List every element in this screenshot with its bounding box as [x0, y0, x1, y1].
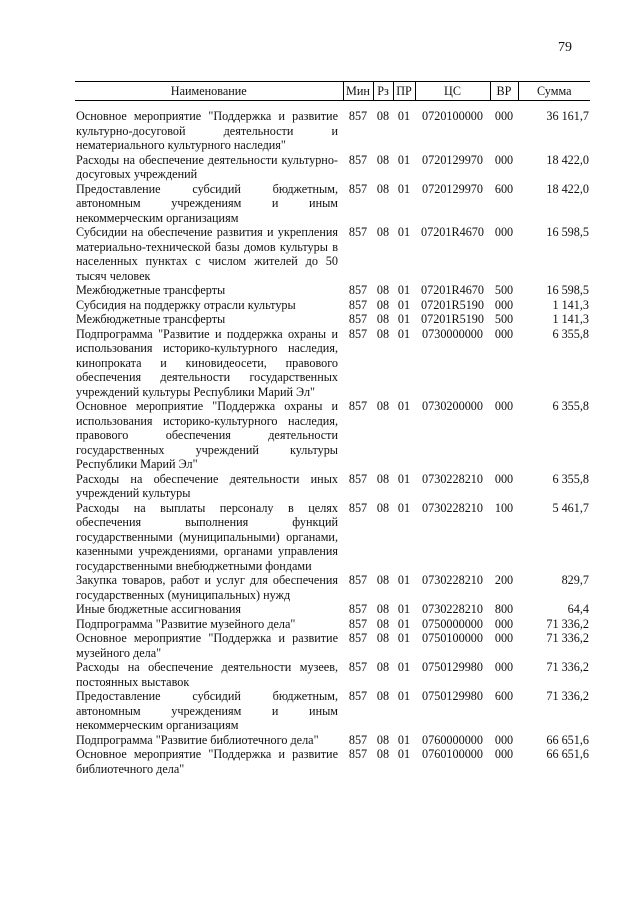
budget-table	[75, 81, 590, 776]
cell-pr: 01	[397, 602, 411, 616]
table-row	[75, 109, 590, 153]
table-row	[75, 573, 590, 602]
cell-vr: 200	[494, 573, 514, 587]
cell-min: 857	[348, 181, 368, 196]
header-pr: ПР	[393, 82, 415, 101]
table-row	[75, 283, 590, 298]
cell-pr: 01	[397, 471, 411, 486]
cell-min: 857	[348, 660, 368, 674]
cell-sum: 66 651,6	[546, 747, 589, 761]
cell-vr: 000	[494, 616, 514, 631]
cell-cs: 0730228210	[422, 471, 483, 486]
cell-rz: 08	[376, 602, 390, 616]
cell-rz: 08	[376, 616, 390, 631]
table-row	[75, 472, 590, 501]
cell-min: 857	[348, 312, 368, 326]
cell-rz: 08	[376, 152, 390, 167]
cell-name: Закупка товаров, работ и услуг для обеспечения государственных (муниципальных) нужд	[76, 573, 338, 602]
table-row	[75, 689, 590, 733]
cell-pr: 01	[397, 399, 411, 413]
cell-cs: 0750129980	[422, 660, 483, 674]
cell-sum: 6 355,8	[552, 326, 589, 341]
cell-rz: 08	[376, 399, 390, 413]
cell-cs: 0730228210	[422, 500, 483, 515]
cell-rz: 08	[376, 326, 390, 341]
cell-vr: 000	[494, 152, 514, 167]
cell-vr: 600	[494, 689, 514, 703]
cell-rz: 08	[376, 297, 390, 312]
cell-pr: 01	[397, 660, 411, 674]
cell-vr: 000	[494, 747, 514, 761]
cell-name: Расходы на выплаты персоналу в целях обеспечения выполнения функций государственными (муниципальными) органами, казенными учреждениями, органами управления государственными внебюджетными фондами	[76, 500, 338, 573]
cell-cs: 0750129980	[422, 689, 483, 703]
cell-vr: 000	[494, 225, 514, 239]
cell-rz: 08	[376, 747, 390, 761]
cell-pr: 01	[397, 181, 411, 196]
cell-vr: 000	[494, 471, 514, 486]
cell-sum: 66 651,6	[546, 732, 589, 747]
cell-min: 857	[348, 399, 368, 413]
cell-vr: 500	[494, 312, 514, 326]
header-rz: Рз	[373, 82, 393, 101]
cell-sum: 1 141,3	[552, 297, 589, 312]
table-row	[75, 327, 590, 400]
cell-cs: 0760000000	[422, 732, 483, 747]
table-row	[75, 225, 590, 283]
cell-sum: 5 461,7	[552, 500, 589, 515]
cell-name: Иные бюджетные ассигнования	[76, 602, 242, 616]
cell-rz: 08	[376, 689, 390, 703]
cell-sum: 1 141,3	[552, 312, 589, 326]
cell-pr: 01	[397, 225, 411, 239]
table-header	[75, 82, 590, 101]
header-vr: ВР	[490, 82, 518, 101]
cell-name: Основное мероприятие "Поддержка охраны и использования историко-культурного наследия, правового обеспечения деятельности государственных учреждений культуры Республики Марий Эл"	[76, 399, 338, 471]
cell-cs: 0760100000	[422, 747, 483, 761]
cell-name: Подпрограмма "Развитие библиотечного дела"	[76, 732, 319, 747]
cell-cs: 0750000000	[422, 616, 483, 631]
cell-pr: 01	[397, 283, 411, 297]
table-row	[75, 501, 590, 574]
cell-min: 857	[348, 152, 368, 167]
cell-min: 857	[348, 747, 368, 761]
cell-rz: 08	[376, 181, 390, 196]
header-min: Мин	[343, 82, 373, 101]
table-row	[75, 631, 590, 660]
cell-name: Основное мероприятие "Поддержка и развитие культурно-досуговой деятельности и нематериального культурного наследия"	[76, 109, 338, 152]
cell-vr: 100	[494, 500, 514, 515]
cell-min: 857	[348, 297, 368, 312]
cell-sum: 71 336,2	[546, 631, 589, 645]
cell-pr: 01	[397, 689, 411, 703]
cell-vr: 000	[494, 399, 514, 413]
table-row	[75, 733, 590, 748]
cell-min: 857	[348, 471, 368, 486]
cell-name: Предоставление субсидий бюджетным, автономным учреждениям и иным некоммерческим организациям	[76, 689, 338, 732]
table-row	[75, 298, 590, 313]
cell-rz: 08	[376, 312, 390, 326]
cell-vr: 000	[494, 326, 514, 341]
cell-vr: 000	[494, 631, 514, 645]
cell-rz: 08	[376, 660, 390, 674]
cell-min: 857	[348, 225, 368, 239]
cell-name: Основное мероприятие "Поддержка и развитие музейного дела"	[76, 631, 338, 660]
cell-cs: 07201R5190	[421, 312, 484, 326]
cell-name: Основное мероприятие "Поддержка и развитие библиотечного дела"	[76, 747, 338, 776]
spacer-cell	[75, 101, 590, 110]
cell-sum: 71 336,2	[546, 660, 589, 674]
cell-cs: 0750100000	[422, 631, 483, 645]
cell-vr: 800	[494, 602, 514, 616]
cell-cs: 0730200000	[422, 399, 483, 413]
cell-rz: 08	[376, 109, 390, 123]
cell-sum: 64,4	[567, 602, 589, 616]
cell-vr: 000	[494, 660, 514, 674]
cell-pr: 01	[397, 631, 411, 645]
cell-vr: 000	[494, 109, 514, 123]
table-row	[75, 660, 590, 689]
cell-pr: 01	[397, 500, 411, 515]
cell-cs: 0730228210	[422, 573, 483, 587]
cell-pr: 01	[397, 152, 411, 167]
cell-min: 857	[348, 573, 368, 587]
cell-cs: 0720100000	[422, 109, 483, 123]
cell-min: 857	[348, 500, 368, 515]
table-row	[75, 182, 590, 226]
cell-cs: 07201R5190	[421, 297, 484, 312]
cell-name: Субсидии на обеспечение развития и укрепления материально-технической базы домов культуры в населенных пунктах с числом жителей до 50 тысяч человек	[76, 225, 338, 283]
cell-vr: 000	[494, 732, 514, 747]
cell-rz: 08	[376, 732, 390, 747]
page-number: 79	[558, 40, 572, 55]
table-row	[75, 153, 590, 182]
cell-cs: 0730000000	[422, 326, 483, 341]
cell-rz: 08	[376, 283, 390, 297]
cell-pr: 01	[397, 747, 411, 761]
cell-sum: 18 422,0	[546, 152, 589, 167]
cell-min: 857	[348, 283, 368, 297]
cell-rz: 08	[376, 471, 390, 486]
cell-min: 857	[348, 326, 368, 341]
cell-cs: 07201R4670	[421, 225, 484, 239]
cell-pr: 01	[397, 109, 411, 123]
cell-sum: 71 336,2	[546, 616, 589, 631]
cell-sum: 6 355,8	[552, 399, 589, 413]
table-body	[75, 101, 590, 777]
header-cs: ЦС	[415, 82, 490, 101]
cell-sum: 829,7	[561, 573, 589, 587]
table-row	[75, 312, 590, 327]
header-sum: Сумма	[518, 82, 590, 101]
table-row	[75, 747, 590, 776]
cell-min: 857	[348, 631, 368, 645]
cell-min: 857	[348, 602, 368, 616]
cell-rz: 08	[376, 225, 390, 239]
cell-name: Межбюджетные трансферты	[76, 283, 226, 297]
cell-rz: 08	[376, 631, 390, 645]
table-row	[75, 617, 590, 632]
cell-name: Межбюджетные трансферты	[76, 312, 226, 326]
cell-pr: 01	[397, 326, 411, 341]
cell-sum: 71 336,2	[546, 689, 589, 703]
cell-cs: 0720129970	[422, 181, 483, 196]
cell-pr: 01	[397, 732, 411, 747]
cell-name: Предоставление субсидий бюджетным, автономным учреждениям и иным некоммерческим организациям	[76, 181, 338, 225]
table-row	[75, 399, 590, 472]
cell-name: Подпрограмма "Развитие музейного дела"	[76, 616, 296, 631]
cell-sum: 18 422,0	[546, 181, 589, 196]
cell-sum: 16 598,5	[546, 225, 589, 239]
cell-min: 857	[348, 732, 368, 747]
cell-name: Расходы на обеспечение деятельности иных учреждений культуры	[76, 471, 338, 500]
cell-rz: 08	[376, 573, 390, 587]
cell-pr: 01	[397, 616, 411, 631]
cell-vr: 000	[494, 297, 514, 312]
cell-name: Расходы на обеспечение деятельности культурно-досуговых учреждений	[76, 152, 338, 181]
spacer-row	[75, 101, 590, 110]
cell-min: 857	[348, 689, 368, 703]
cell-vr: 500	[494, 283, 514, 297]
cell-min: 857	[348, 109, 368, 123]
cell-name: Расходы на обеспечение деятельности музеев, постоянных выставок	[76, 660, 338, 689]
cell-sum: 6 355,8	[552, 471, 589, 486]
cell-sum: 16 598,5	[546, 283, 589, 297]
cell-cs: 0720129970	[422, 152, 483, 167]
cell-pr: 01	[397, 312, 411, 326]
cell-cs: 0730228210	[422, 602, 483, 616]
cell-sum: 36 161,7	[546, 109, 589, 123]
cell-min: 857	[348, 616, 368, 631]
table-row	[75, 602, 590, 617]
cell-pr: 01	[397, 573, 411, 587]
header-name: Наименование	[75, 82, 343, 101]
cell-vr: 600	[494, 181, 514, 196]
cell-name: Субсидия на поддержку отрасли культуры	[76, 297, 296, 312]
cell-name: Подпрограмма "Развитие и поддержка охраны и использования историко-культурного наследия, кинопроката и киновидеосети, правового обеспечения деятельности государственных учреждений культуры Республики Марий Эл"	[76, 326, 338, 399]
cell-pr: 01	[397, 297, 411, 312]
cell-cs: 07201R4670	[421, 283, 484, 297]
cell-rz: 08	[376, 500, 390, 515]
